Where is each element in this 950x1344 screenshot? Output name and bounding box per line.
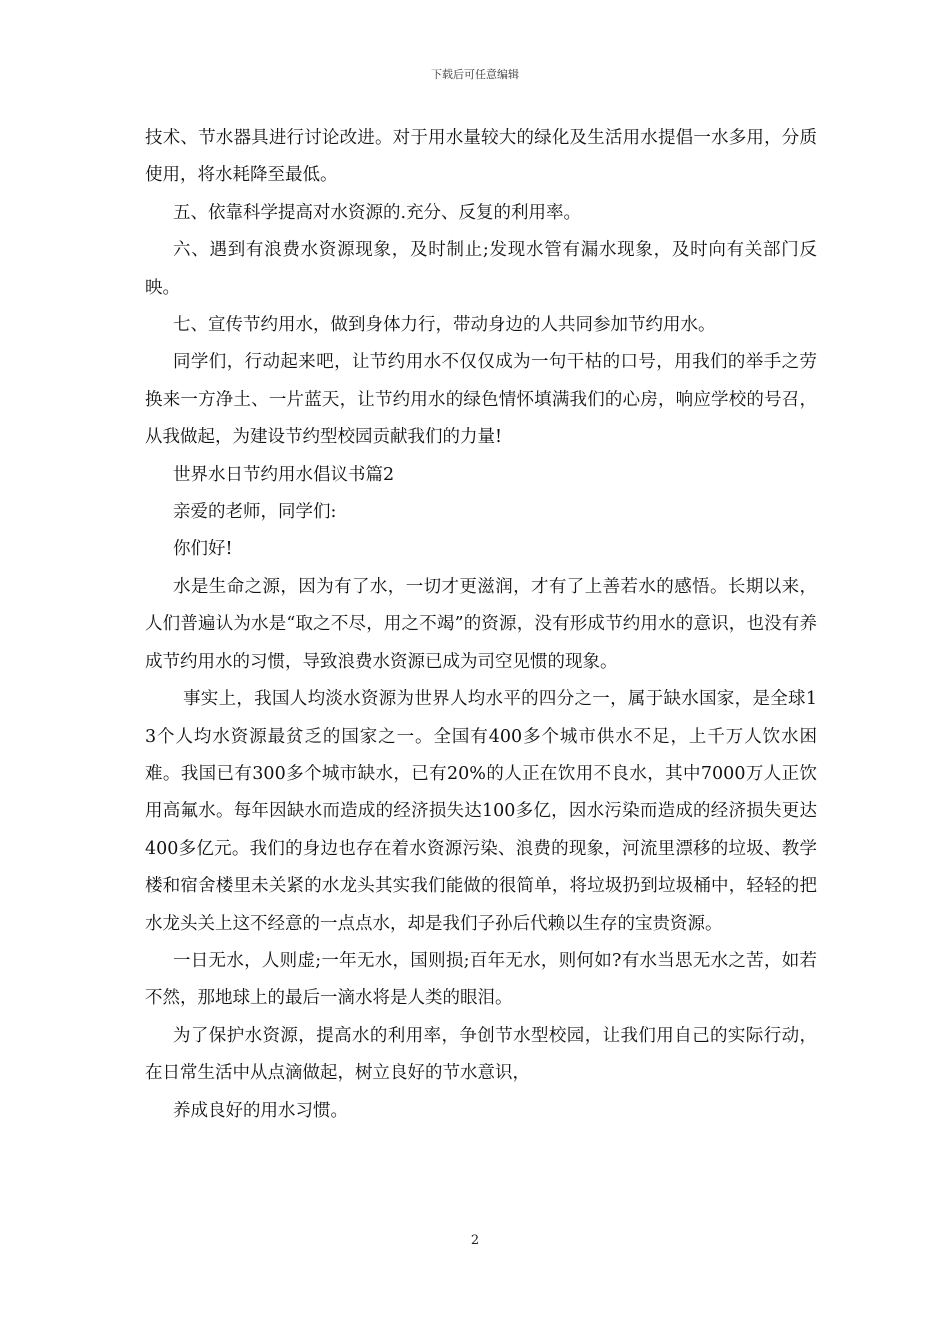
paragraph-intro: 水是生命之源，因为有了水，一切才更滋润，才有了上善若水的感悟。长期以来，人们普遍认为水是“取之不尽，用之不竭”的资源，没有形成节约用水的意识，也没有养成节约用水的习惯，导致浪费水资源已成为司空见惯的现象。 (145, 576, 817, 672)
salutation: 亲爱的老师，同学们: (173, 502, 337, 523)
paragraph-call: 为了保护水资源，提高水的利用率，争创节水型校园，让我们用自己的实际行动，在日常生活中从点滴做起，树立良好的节水意识， (145, 1025, 817, 1084)
paragraph-item-6: 六、遇到有浪费水资源现象，及时制止;发现水管有漏水现象，及时向有关部门反映。 (145, 240, 817, 298)
paragraph-item-5: 五、依靠科学提高对水资源的.充分、反复的利用率。 (173, 202, 582, 223)
paragraph-closing: 同学们，行动起来吧，让节约用水不仅仅成为一句干枯的口号，用我们的举手之劳换来一方净土、一片蓝天，让节约用水的绿色情怀填满我们的心房，响应学校的号召，从我做起，为建设节约型校园贡献我们的力量! (145, 352, 817, 448)
page-header: 下载后可任意编辑 (431, 68, 519, 81)
greeting: 你们好! (173, 539, 233, 560)
paragraph-continuation: 技术、节水器具进行讨论改进。对于用水量较大的绿化及生活用水提倡一水多用，分质使用，将水耗降至最低。 (145, 128, 817, 186)
section-title: 世界水日节约用水倡议书篇2 (173, 464, 395, 485)
paragraph-item-7: 七、宣传节约用水，做到身体力行，带动身边的人共同参加节约用水。 (173, 315, 716, 336)
paragraph-facts: 事实上，我国人均淡水资源为世界人均水平的四分之一，属于缺水国家，是全球13个人均水资源最贫乏的国家之一。全国有400多个城市供水不足，上千万人饮水困难。我国已有300多个城市缺水，已有20%的人正在饮用不良水，其中7000万人正饮用高氟水。每年因缺水而造成的经济损失达100多亿，因水污染而造成的经济损失更达400多亿元。我们的身边也存在着水资源污染、浪费的现象，河流里漂移的垃圾、教学楼和宿舍楼里未关紧的水龙头其实我们能做的很简单，将垃圾扔到垃圾桶中，轻轻的把水龙头关上这不经意的一点点水，却是我们子孙后代赖以生存的宝贵资源。 (145, 689, 817, 934)
page-number: 2 (470, 1233, 480, 1248)
paragraph-saying: 一日无水，人则虚;一年无水，国则损;百年无水，则何如?有水当思无水之苦，如若不然，那地球上的最后一滴水将是人类的眼泪。 (145, 950, 817, 1009)
paragraph-habit: 养成良好的用水习惯。 (173, 1100, 348, 1121)
document-body (145, 120, 817, 1130)
